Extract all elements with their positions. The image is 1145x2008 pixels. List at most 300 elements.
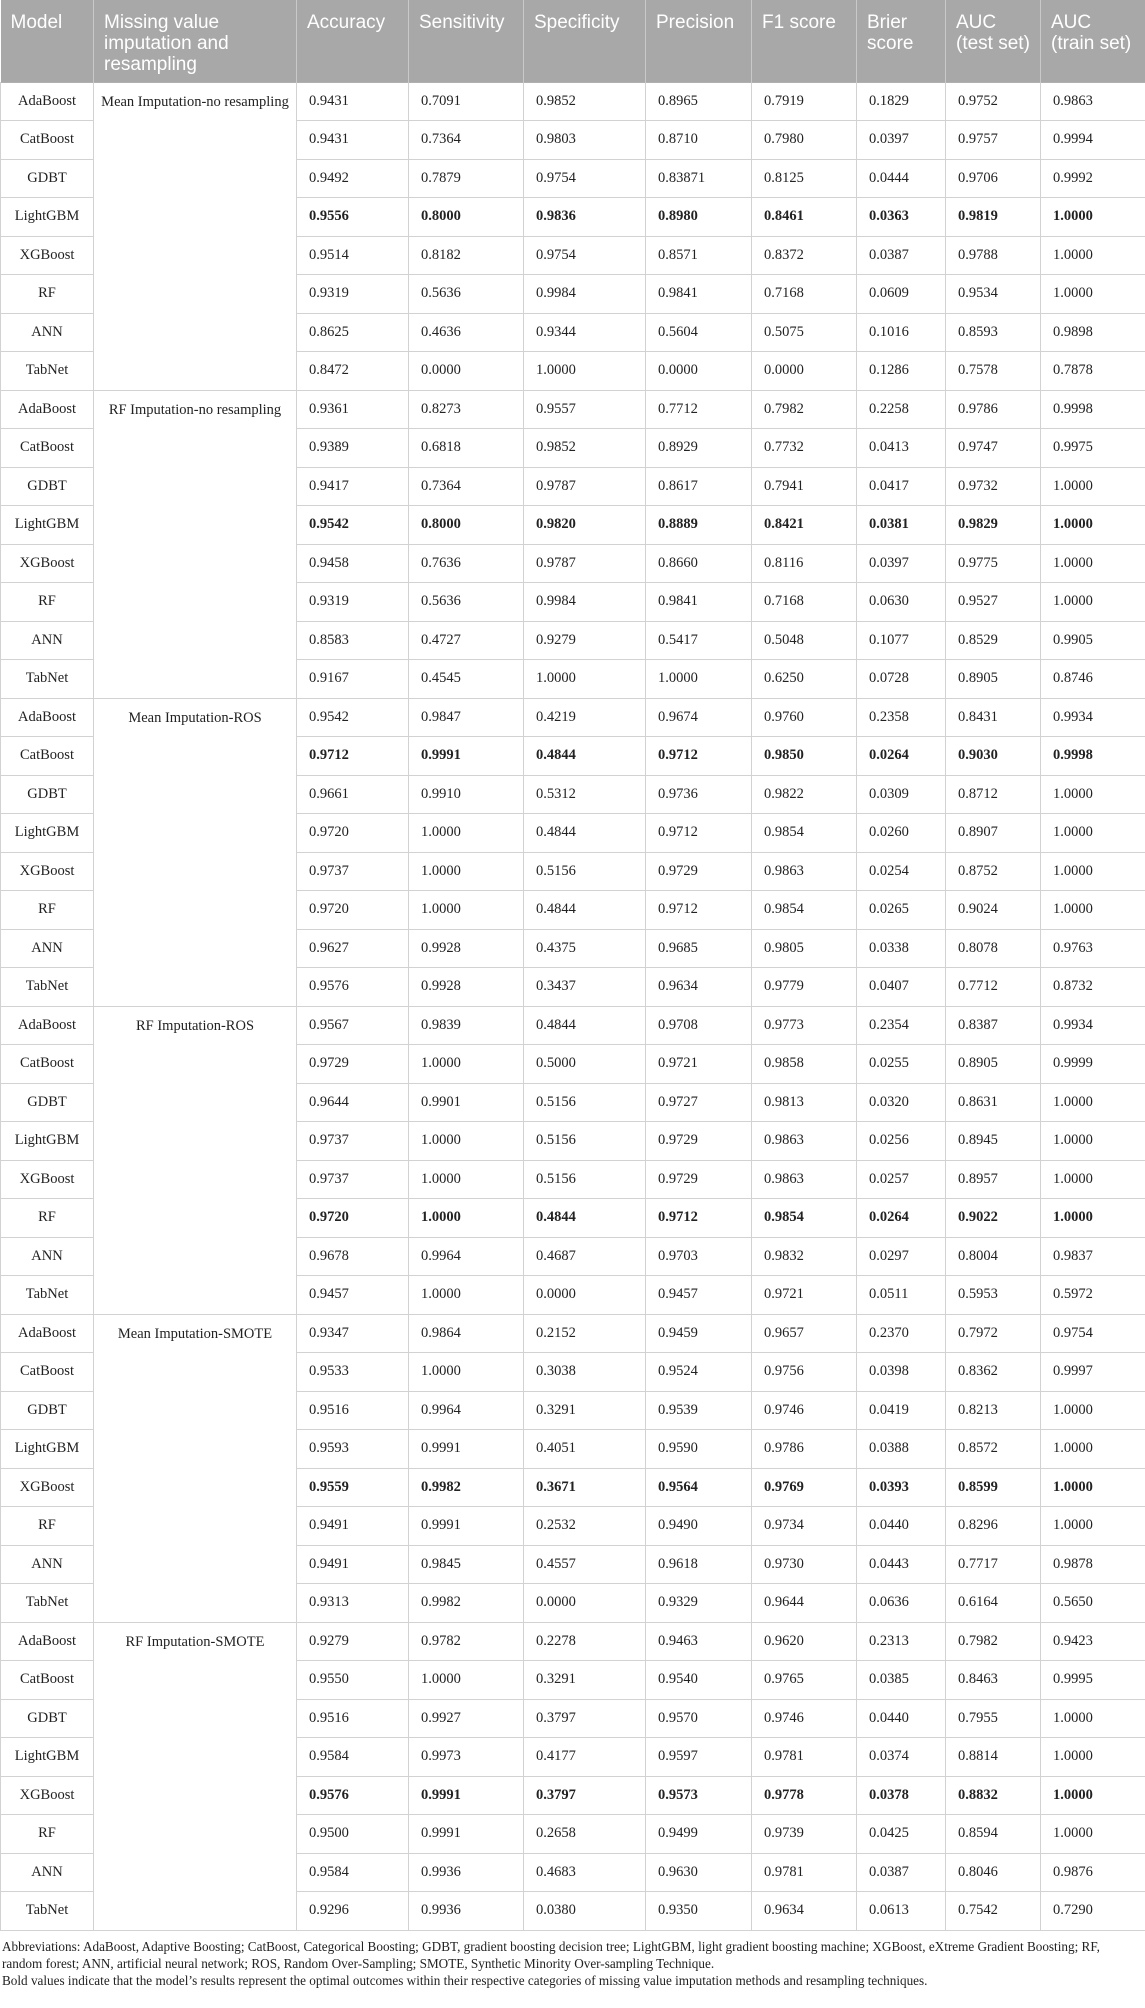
cell-value: 0.9661: [297, 775, 409, 814]
cell-value: 0.9822: [752, 775, 857, 814]
cell-model: RF: [1, 275, 94, 314]
cell-value: 0.2258: [857, 390, 946, 429]
cell-value: 0.9984: [524, 275, 646, 314]
cell-value: 1.0000: [1041, 275, 1145, 314]
cell-value: 0.9991: [409, 1776, 524, 1815]
cell-value: 0.9991: [409, 1507, 524, 1546]
cell-value: 0.9524: [646, 1353, 752, 1392]
cell-value: 0.0338: [857, 929, 946, 968]
cell-value: 1.0000: [524, 352, 646, 391]
cell-value: 1.0000: [409, 1160, 524, 1199]
cell-value: 0.9820: [524, 506, 646, 545]
cell-model: CatBoost: [1, 1353, 94, 1392]
cell-value: 0.7982: [946, 1622, 1041, 1661]
cell-value: 0.0309: [857, 775, 946, 814]
header-method: Missing value imputation and resampling: [94, 0, 297, 82]
cell-value: 1.0000: [1041, 544, 1145, 583]
cell-value: 0.9576: [297, 968, 409, 1007]
cell-value: 0.9984: [524, 583, 646, 622]
cell-value: 1.0000: [1041, 1391, 1145, 1430]
cell-value: 0.5650: [1041, 1584, 1145, 1623]
cell-value: 0.9747: [946, 429, 1041, 468]
table-body: [1, 82, 1145, 1930]
cell-value: 0.8905: [946, 660, 1041, 699]
cell-value: 0.9556: [297, 198, 409, 237]
header-specificity: Specificity: [524, 0, 646, 82]
cell-value: 1.0000: [1041, 1815, 1145, 1854]
cell-value: 0.8461: [752, 198, 857, 237]
cell-value: 0.9876: [1041, 1853, 1145, 1892]
cell-model: RF: [1, 891, 94, 930]
cell-value: 0.8583: [297, 621, 409, 660]
cell-value: 0.3671: [524, 1468, 646, 1507]
cell-value: 0.0397: [857, 544, 946, 583]
cell-value: 0.8372: [752, 236, 857, 275]
cell-model: TabNet: [1, 660, 94, 699]
cell-value: 0.9313: [297, 1584, 409, 1623]
cell-value: 1.0000: [1041, 891, 1145, 930]
cell-model: GDBT: [1, 1699, 94, 1738]
cell-value: 0.0297: [857, 1237, 946, 1276]
cell-value: 0.9712: [646, 737, 752, 776]
cell-value: 0.4375: [524, 929, 646, 968]
cell-model: GDBT: [1, 1391, 94, 1430]
cell-value: 0.9492: [297, 159, 409, 198]
cell-value: 0.9542: [297, 698, 409, 737]
cell-value: 0.9964: [409, 1237, 524, 1276]
cell-value: 0.0630: [857, 583, 946, 622]
cell-value: 0.5636: [409, 275, 524, 314]
cell-value: 0.0257: [857, 1160, 946, 1199]
cell-value: 0.6250: [752, 660, 857, 699]
cell-value: 0.8732: [1041, 968, 1145, 1007]
cell-value: 0.9732: [946, 467, 1041, 506]
cell-value: 0.4844: [524, 1006, 646, 1045]
cell-value: 0.9457: [646, 1276, 752, 1315]
cell-value: 0.1286: [857, 352, 946, 391]
cell-value: 0.8752: [946, 852, 1041, 891]
cell-model: TabNet: [1, 352, 94, 391]
cell-value: 1.0000: [1041, 1776, 1145, 1815]
cell-value: 0.8125: [752, 159, 857, 198]
cell-value: 0.4051: [524, 1430, 646, 1469]
cell-value: 0.9736: [646, 775, 752, 814]
cell-value: 0.9779: [752, 968, 857, 1007]
cell-value: 0.9674: [646, 698, 752, 737]
cell-value: 0.0000: [409, 352, 524, 391]
cell-value: 0.9500: [297, 1815, 409, 1854]
cell-value: 0.8213: [946, 1391, 1041, 1430]
cell-value: 0.9678: [297, 1237, 409, 1276]
cell-value: 0.9934: [1041, 1006, 1145, 1045]
cell-value: 0.8746: [1041, 660, 1145, 699]
cell-value: 0.7879: [409, 159, 524, 198]
cell-value: 0.9841: [646, 275, 752, 314]
cell-value: 0.8712: [946, 775, 1041, 814]
cell-value: 0.9319: [297, 275, 409, 314]
cell-value: 0.8529: [946, 621, 1041, 660]
cell-value: 0.0398: [857, 1353, 946, 1392]
cell-value: 0.9991: [409, 1430, 524, 1469]
cell-value: 0.8116: [752, 544, 857, 583]
cell-value: 0.9765: [752, 1661, 857, 1700]
cell-value: 0.9854: [752, 891, 857, 930]
cell-model: GDBT: [1, 159, 94, 198]
cell-value: 0.9570: [646, 1699, 752, 1738]
cell-value: 0.0444: [857, 159, 946, 198]
cell-value: 0.9350: [646, 1892, 752, 1931]
cell-value: 0.9431: [297, 121, 409, 160]
cell-value: 0.0511: [857, 1276, 946, 1315]
table-row: [1, 82, 1145, 121]
cell-value: 0.7955: [946, 1699, 1041, 1738]
cell-value: 0.2354: [857, 1006, 946, 1045]
cell-value: 0.7364: [409, 121, 524, 160]
cell-value: 0.9734: [752, 1507, 857, 1546]
cell-value: 0.9463: [646, 1622, 752, 1661]
cell-value: 0.9729: [646, 852, 752, 891]
cell-value: 0.9863: [752, 1160, 857, 1199]
cell-model: XGBoost: [1, 1160, 94, 1199]
cell-value: 0.9737: [297, 852, 409, 891]
cell-model: RF: [1, 1815, 94, 1854]
cell-value: 0.0381: [857, 506, 946, 545]
cell-value: 0.9769: [752, 1468, 857, 1507]
cell-value: 0.5156: [524, 852, 646, 891]
cell-value: 0.0320: [857, 1083, 946, 1122]
cell-value: 0.9516: [297, 1699, 409, 1738]
header-auc-train: AUC (train set): [1041, 0, 1145, 82]
cell-value: 0.9527: [946, 583, 1041, 622]
cell-value: 1.0000: [1041, 1699, 1145, 1738]
cell-value: 0.9786: [752, 1430, 857, 1469]
cell-value: 0.0380: [524, 1892, 646, 1931]
cell-model: AdaBoost: [1, 1622, 94, 1661]
cell-value: 0.9991: [409, 737, 524, 776]
cell-value: 0.9910: [409, 775, 524, 814]
cell-model: ANN: [1, 1545, 94, 1584]
cell-value: 0.7982: [752, 390, 857, 429]
cell-value: 0.7364: [409, 467, 524, 506]
cell-value: 0.9819: [946, 198, 1041, 237]
cell-value: 0.9630: [646, 1853, 752, 1892]
cell-model: TabNet: [1, 1584, 94, 1623]
cell-value: 0.9775: [946, 544, 1041, 583]
cell-model: CatBoost: [1, 121, 94, 160]
cell-value: 1.0000: [409, 1353, 524, 1392]
cell-value: 0.1077: [857, 621, 946, 660]
cell-value: 0.7091: [409, 82, 524, 121]
cell-value: 0.9854: [752, 814, 857, 853]
cell-value: 0.9729: [646, 1122, 752, 1161]
cell-value: 0.0256: [857, 1122, 946, 1161]
cell-value: 0.9721: [646, 1045, 752, 1084]
cell-value: 0.8660: [646, 544, 752, 583]
cell-value: 0.9389: [297, 429, 409, 468]
cell-value: 0.9644: [752, 1584, 857, 1623]
cell-value: 0.9540: [646, 1661, 752, 1700]
cell-value: 0.4727: [409, 621, 524, 660]
cell-model: GDBT: [1, 1083, 94, 1122]
cell-value: 0.9329: [646, 1584, 752, 1623]
cell-value: 0.8625: [297, 313, 409, 352]
cell-value: 0.9712: [297, 737, 409, 776]
cell-value: 0.9992: [1041, 159, 1145, 198]
cell-value: 0.9847: [409, 698, 524, 737]
cell-model: XGBoost: [1, 1468, 94, 1507]
cell-model: CatBoost: [1, 1661, 94, 1700]
cell-value: 0.9720: [297, 814, 409, 853]
cell-value: 0.9590: [646, 1430, 752, 1469]
cell-value: 0.5636: [409, 583, 524, 622]
cell-value: 0.9573: [646, 1776, 752, 1815]
cell-value: 0.9737: [297, 1122, 409, 1161]
cell-value: 0.0413: [857, 429, 946, 468]
cell-value: 0.8000: [409, 198, 524, 237]
cell-value: 0.8387: [946, 1006, 1041, 1045]
cell-value: 0.0419: [857, 1391, 946, 1430]
cell-value: 0.0609: [857, 275, 946, 314]
cell-value: 1.0000: [409, 891, 524, 930]
cell-value: 0.0636: [857, 1584, 946, 1623]
cell-value: 1.0000: [409, 1199, 524, 1238]
cell-value: 0.9559: [297, 1468, 409, 1507]
cell-value: 0.9279: [297, 1622, 409, 1661]
cell-value: 0.9730: [752, 1545, 857, 1584]
cell-value: 0.9431: [297, 82, 409, 121]
cell-value: 0.9863: [1041, 82, 1145, 121]
cell-value: 0.9901: [409, 1083, 524, 1122]
header-sensitivity: Sensitivity: [409, 0, 524, 82]
cell-model: CatBoost: [1, 737, 94, 776]
cell-value: 0.7941: [752, 467, 857, 506]
cell-value: 0.9720: [297, 1199, 409, 1238]
cell-model: ANN: [1, 313, 94, 352]
cell-value: 0.0387: [857, 1853, 946, 1892]
cell-value: 0.5953: [946, 1276, 1041, 1315]
cell-value: 0.8572: [946, 1430, 1041, 1469]
cell-value: 0.8599: [946, 1468, 1041, 1507]
cell-model: TabNet: [1, 1892, 94, 1931]
cell-value: 0.9542: [297, 506, 409, 545]
cell-value: 0.9845: [409, 1545, 524, 1584]
cell-value: 0.0443: [857, 1545, 946, 1584]
cell-value: 0.6818: [409, 429, 524, 468]
cell-value: 0.5156: [524, 1160, 646, 1199]
cell-value: 0.9756: [752, 1353, 857, 1392]
cell-model: LightGBM: [1, 198, 94, 237]
cell-value: 0.9459: [646, 1314, 752, 1353]
cell-value: 0.6164: [946, 1584, 1041, 1623]
cell-method: RF Imputation-no resampling: [94, 390, 297, 698]
cell-value: 0.9754: [524, 159, 646, 198]
cell-value: 0.5000: [524, 1045, 646, 1084]
cell-value: 0.5048: [752, 621, 857, 660]
cell-value: 0.9829: [946, 506, 1041, 545]
cell-value: 0.7636: [409, 544, 524, 583]
cell-value: 0.0397: [857, 121, 946, 160]
cell-value: 0.9863: [752, 852, 857, 891]
cell-value: 0.8046: [946, 1853, 1041, 1892]
cell-value: 0.0378: [857, 1776, 946, 1815]
cell-value: 0.9788: [946, 236, 1041, 275]
cell-model: XGBoost: [1, 236, 94, 275]
cell-value: 0.9729: [297, 1045, 409, 1084]
cell-value: 0.8957: [946, 1160, 1041, 1199]
cell-value: 0.4557: [524, 1545, 646, 1584]
cell-value: 0.2370: [857, 1314, 946, 1353]
header-brier-score: Brier score: [857, 0, 946, 82]
cell-value: 0.9516: [297, 1391, 409, 1430]
cell-model: XGBoost: [1, 1776, 94, 1815]
cell-value: 0.0387: [857, 236, 946, 275]
cell-value: 0.9746: [752, 1391, 857, 1430]
cell-value: 0.9458: [297, 544, 409, 583]
cell-value: 0.9557: [524, 390, 646, 429]
cell-value: 0.9347: [297, 1314, 409, 1353]
cell-model: ANN: [1, 1853, 94, 1892]
cell-value: 0.8905: [946, 1045, 1041, 1084]
cell-value: 1.0000: [524, 660, 646, 699]
cell-value: 0.7712: [946, 968, 1041, 1007]
cell-value: 0.9564: [646, 1468, 752, 1507]
cell-model: TabNet: [1, 968, 94, 1007]
cell-value: 0.1016: [857, 313, 946, 352]
cell-model: LightGBM: [1, 506, 94, 545]
cell-value: 1.0000: [1041, 198, 1145, 237]
cell-value: 0.8832: [946, 1776, 1041, 1815]
cell-value: 1.0000: [1041, 467, 1145, 506]
cell-value: 0.9576: [297, 1776, 409, 1815]
cell-value: 0.9852: [524, 429, 646, 468]
cell-value: 0.9030: [946, 737, 1041, 776]
cell-value: 0.9841: [646, 583, 752, 622]
cell-value: 0.9852: [524, 82, 646, 121]
cell-value: 1.0000: [1041, 1738, 1145, 1777]
cell-value: 0.9995: [1041, 1661, 1145, 1700]
cell-value: 0.7712: [646, 390, 752, 429]
cell-value: 0.2278: [524, 1622, 646, 1661]
header-model: Model: [1, 0, 94, 82]
cell-model: AdaBoost: [1, 1314, 94, 1353]
cell-value: 0.8594: [946, 1815, 1041, 1854]
cell-method: RF Imputation-SMOTE: [94, 1622, 297, 1930]
cell-value: 0.7578: [946, 352, 1041, 391]
cell-value: 0.9927: [409, 1699, 524, 1738]
cell-value: 0.9491: [297, 1545, 409, 1584]
cell-value: 0.9839: [409, 1006, 524, 1045]
cell-value: 0.9778: [752, 1776, 857, 1815]
cell-value: 0.7732: [752, 429, 857, 468]
cell-value: 0.4844: [524, 891, 646, 930]
cell-value: 0.8431: [946, 698, 1041, 737]
cell-value: 0.0385: [857, 1661, 946, 1700]
cell-value: 0.0363: [857, 198, 946, 237]
cell-value: 0.8463: [946, 1661, 1041, 1700]
cell-value: 1.0000: [409, 814, 524, 853]
cell-value: 0.9167: [297, 660, 409, 699]
cell-value: 0.9584: [297, 1853, 409, 1892]
cell-value: 0.7290: [1041, 1892, 1145, 1931]
cell-value: 0.9878: [1041, 1545, 1145, 1584]
cell-model: AdaBoost: [1, 390, 94, 429]
abbreviations-note: Abbreviations: AdaBoost, Adaptive Boosting; CatBoost, Categorical Boosting; GDBT, gradient boosting decision tree; LightGBM, light gradient boosting machine; XGBoost, eXtreme Gradient Boosting; RF, random forest; ANN, artificial neural network; ROS, Random Over-Sampling; SMOTE, Synthetic Minority Over-sampling Technique.: [2, 1938, 1100, 1971]
cell-value: 0.9593: [297, 1430, 409, 1469]
table-row: [1, 390, 1145, 429]
cell-value: 0.9567: [297, 1006, 409, 1045]
cell-value: 0.9781: [752, 1738, 857, 1777]
cell-value: 0.9863: [752, 1122, 857, 1161]
cell-value: 0.9423: [1041, 1622, 1145, 1661]
cell-value: 0.8362: [946, 1353, 1041, 1392]
cell-model: AdaBoost: [1, 698, 94, 737]
cell-value: 1.0000: [1041, 1507, 1145, 1546]
cell-value: 0.8814: [946, 1738, 1041, 1777]
cell-value: 0.2313: [857, 1622, 946, 1661]
header-f1-score: F1 score: [752, 0, 857, 82]
cell-value: 1.0000: [409, 1045, 524, 1084]
cell-value: 0.5604: [646, 313, 752, 352]
cell-value: 0.9727: [646, 1083, 752, 1122]
cell-value: 0.4545: [409, 660, 524, 699]
cell-model: LightGBM: [1, 814, 94, 853]
cell-value: 0.9539: [646, 1391, 752, 1430]
cell-value: 0.9982: [409, 1584, 524, 1623]
cell-model: AdaBoost: [1, 82, 94, 121]
cell-value: 0.83871: [646, 159, 752, 198]
cell-value: 0.9491: [297, 1507, 409, 1546]
cell-model: CatBoost: [1, 1045, 94, 1084]
cell-value: 0.9627: [297, 929, 409, 968]
cell-value: 0.4636: [409, 313, 524, 352]
cell-value: 0.8965: [646, 82, 752, 121]
cell-value: 0.9490: [646, 1507, 752, 1546]
cell-value: 0.9534: [946, 275, 1041, 314]
cell-value: 0.8710: [646, 121, 752, 160]
cell-value: 0.9533: [297, 1353, 409, 1392]
cell-value: 0.2532: [524, 1507, 646, 1546]
cell-value: 0.9786: [946, 390, 1041, 429]
cell-value: 0.9296: [297, 1892, 409, 1931]
cell-value: 1.0000: [409, 852, 524, 891]
cell-value: 0.4687: [524, 1237, 646, 1276]
cell-value: 1.0000: [409, 1276, 524, 1315]
cell-value: 0.9024: [946, 891, 1041, 930]
cell-value: 0.3437: [524, 968, 646, 1007]
cell-value: 0.9752: [946, 82, 1041, 121]
cell-model: LightGBM: [1, 1122, 94, 1161]
cell-value: 0.9737: [297, 1160, 409, 1199]
cell-value: 0.9934: [1041, 698, 1145, 737]
cell-method: Mean Imputation-ROS: [94, 698, 297, 1006]
cell-value: 0.9973: [409, 1738, 524, 1777]
cell-model: ANN: [1, 1237, 94, 1276]
cell-model: XGBoost: [1, 852, 94, 891]
cell-value: 0.2358: [857, 698, 946, 737]
cell-value: 0.8929: [646, 429, 752, 468]
cell-model: TabNet: [1, 1276, 94, 1315]
cell-value: 0.9708: [646, 1006, 752, 1045]
cell-value: 0.9746: [752, 1699, 857, 1738]
cell-value: 0.9712: [646, 1199, 752, 1238]
cell-value: 0.9975: [1041, 429, 1145, 468]
cell-value: 1.0000: [1041, 1199, 1145, 1238]
cell-value: 0.0613: [857, 1892, 946, 1931]
cell-value: 0.0000: [752, 352, 857, 391]
cell-model: RF: [1, 1199, 94, 1238]
cell-value: 0.9787: [524, 467, 646, 506]
cell-value: 0.5075: [752, 313, 857, 352]
